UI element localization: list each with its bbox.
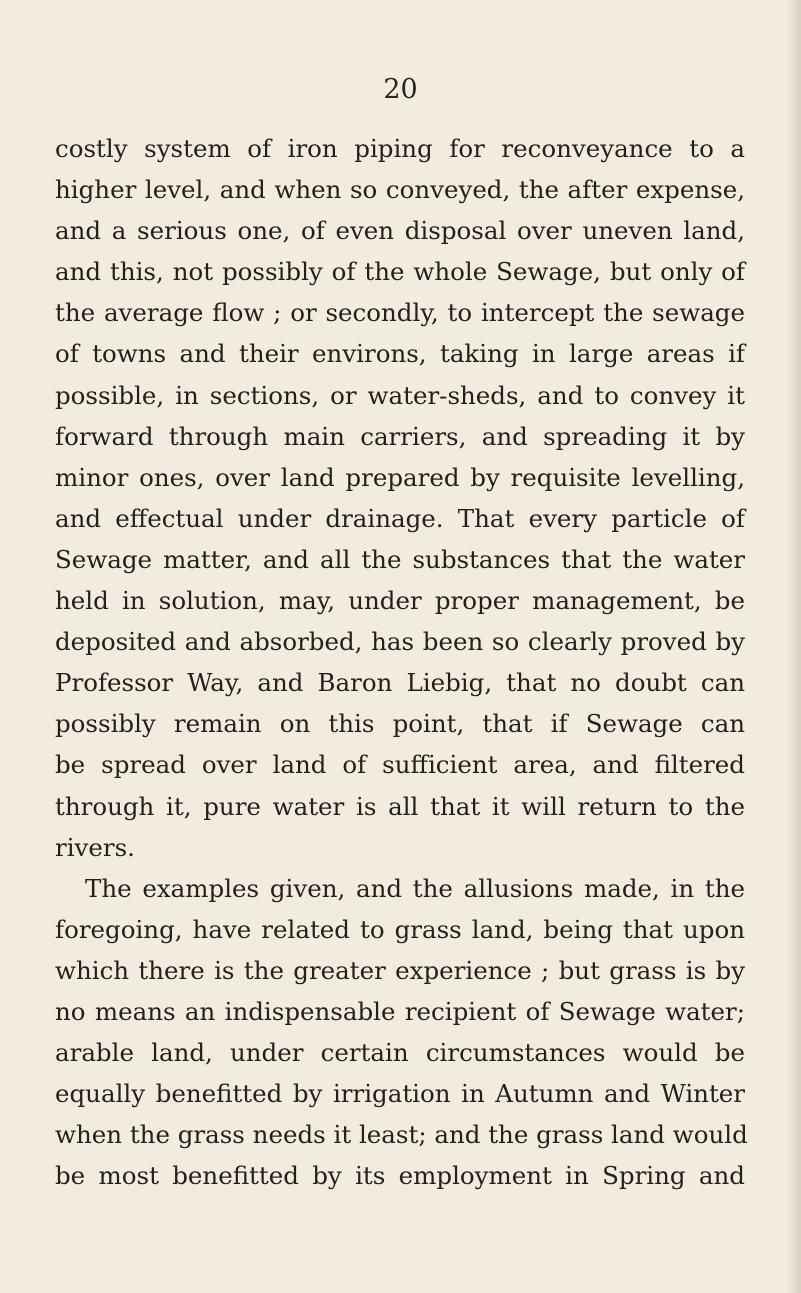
text-line: and a serious one, of even disposal over uneven land, bbox=[55, 216, 745, 246]
text-line: deposited and absorbed, has been so clearly proved by bbox=[55, 627, 745, 657]
text-line: Professor Way, and Baron Liebig, that no doubt can bbox=[55, 668, 745, 698]
body-text bbox=[55, 128, 748, 1196]
text-line: held in solution, may, under proper management, be bbox=[55, 586, 745, 616]
text-line: Sewage matter, and all the substances that the water bbox=[55, 544, 745, 574]
text-line: possibly remain on this point, that if Sewage can bbox=[55, 709, 745, 739]
text-line: minor ones, over land prepared by requisite levelling, bbox=[55, 462, 745, 492]
text-line: be most benefitted by its employment in Spring and bbox=[55, 1161, 745, 1191]
text-line: forward through main carriers, and spreading it by bbox=[55, 421, 745, 451]
text-line: possible, in sections, or water-sheds, and to convey it bbox=[55, 380, 745, 410]
text-line: equally benefitted by irrigation in Autumn and Winter bbox=[55, 1079, 745, 1109]
paragraph-end-line: rivers. bbox=[55, 832, 135, 862]
page-number: 20 bbox=[383, 74, 418, 105]
text-line: and this, not possibly of the whole Sewage, but only of bbox=[55, 257, 745, 287]
text-line: the average flow ; or secondly, to intercept the sewage bbox=[55, 298, 745, 328]
text-line: no means an indispensable recipient of Sewage water; bbox=[55, 996, 745, 1026]
page-edge-shadow bbox=[787, 0, 801, 1293]
paragraph-start-line: The examples given, and the allusions made, in the bbox=[85, 873, 745, 903]
text-line: higher level, and when so conveyed, the after expense, bbox=[55, 175, 745, 205]
text-line: foregoing, have related to grass land, being that upon bbox=[55, 914, 745, 944]
text-line: be spread over land of sufficient area, and filtered bbox=[55, 750, 745, 780]
text-line: of towns and their environs, taking in large areas if bbox=[55, 339, 745, 369]
text-line: arable land, under certain circumstances would be bbox=[55, 1038, 745, 1068]
text-line: and effectual under drainage. That every particle of bbox=[55, 503, 745, 533]
text-line: which there is the greater experience ; but grass is by bbox=[55, 955, 745, 985]
text-line: through it, pure water is all that it will return to the bbox=[55, 791, 745, 821]
text-line: when the grass needs it least; and the grass land would bbox=[55, 1120, 748, 1150]
text-line: costly system of iron piping for reconveyance to a bbox=[55, 134, 745, 163]
